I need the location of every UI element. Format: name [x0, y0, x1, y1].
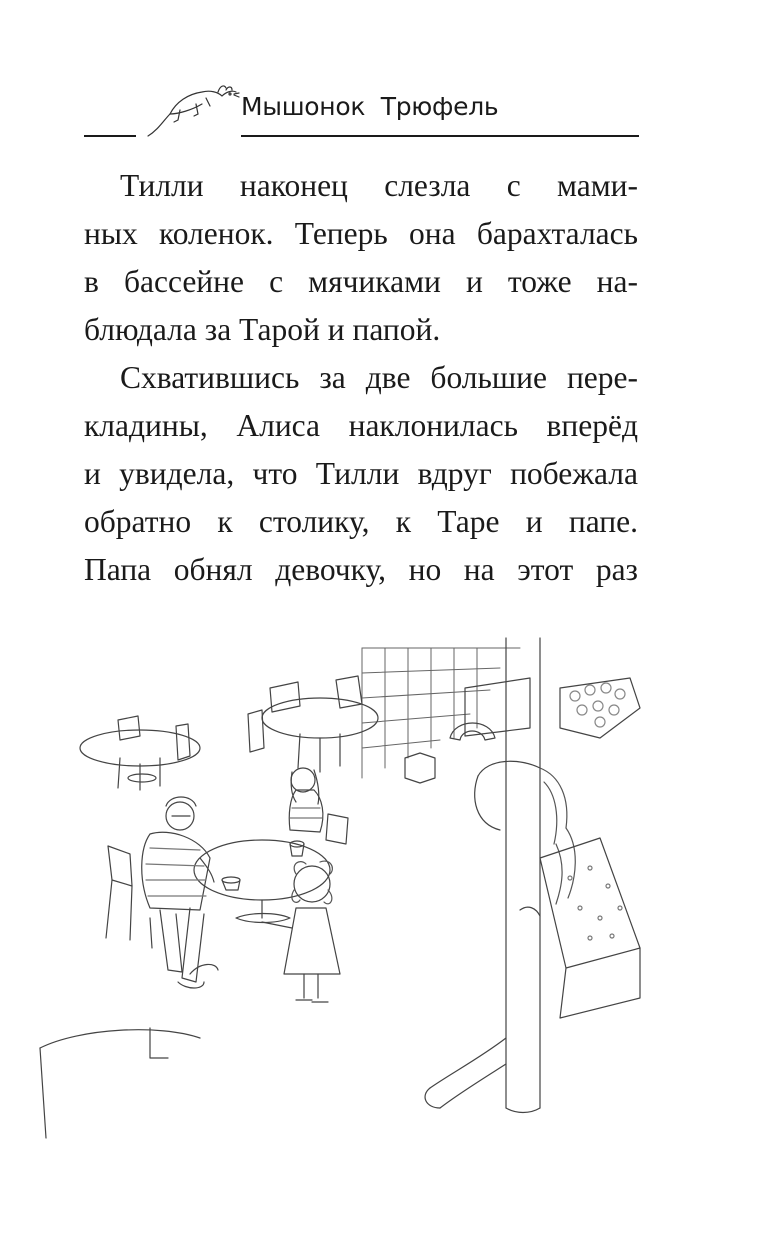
- running-title: Мышонок Трюфель: [241, 92, 499, 121]
- text-line: Тилли наконец слезла с мами-: [120, 168, 638, 203]
- grid-wall: [362, 648, 520, 778]
- text-line: Папа обнял девочку, но на этот раз: [84, 552, 638, 587]
- text-line: кладины, Алиса наклонилась вперёд: [84, 408, 638, 443]
- header-left-rule: [84, 135, 136, 137]
- body-text: [84, 162, 638, 594]
- text-line: Схватившись за две большие пере-: [120, 360, 638, 395]
- text-line: ных коленок. Теперь она барахталась: [84, 216, 638, 251]
- text-line: обратно к столику, к Таре и папе.: [84, 504, 638, 539]
- text-line: блюдала за Тарой и папой.: [84, 312, 441, 347]
- mouse-icon: [140, 80, 240, 138]
- text-line: в бассейне с мячиками и тоже на-: [84, 264, 638, 299]
- cafe-scene-illustration: [0, 618, 768, 1188]
- text-line: и увидела, что Тилли вдруг побежала: [84, 456, 638, 491]
- running-header: [84, 78, 640, 142]
- header-right-rule: [241, 135, 639, 137]
